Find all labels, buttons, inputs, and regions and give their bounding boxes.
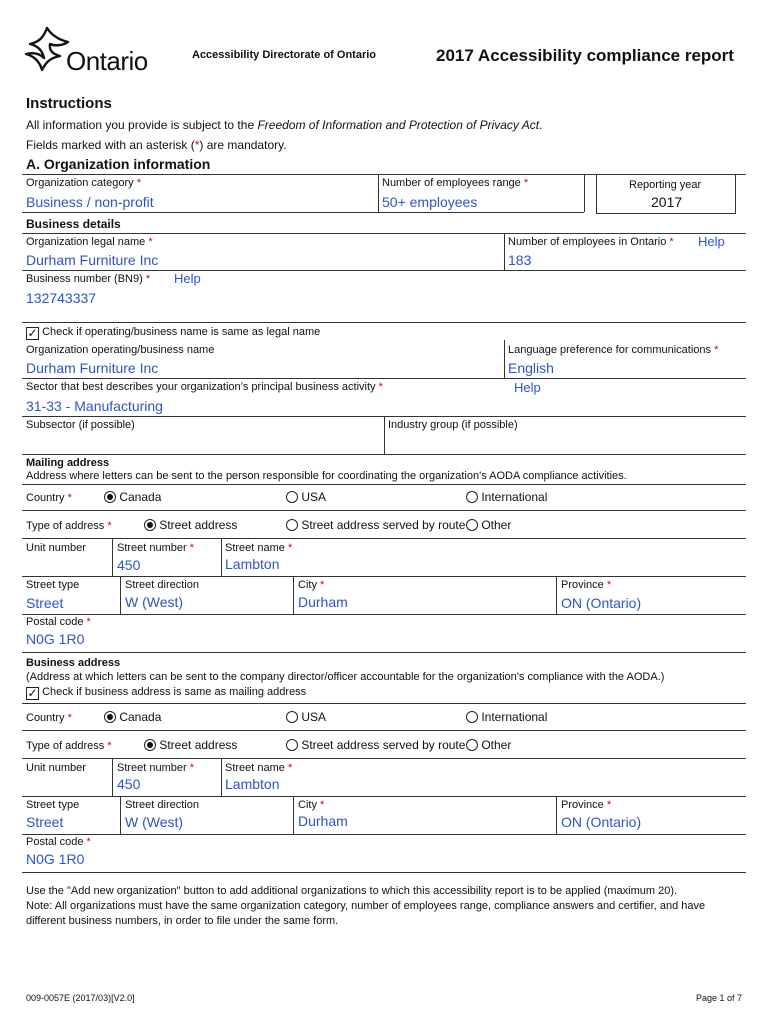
- mailing-desc: Address where letters can be sent to the person responsible for coordinating the organization's AODA compliance activities.: [26, 470, 627, 482]
- mailing-street-number-field[interactable]: 450: [117, 557, 141, 573]
- operating-name-field[interactable]: Durham Furniture Inc: [26, 360, 159, 376]
- biz-street-type-field[interactable]: Street: [26, 814, 64, 830]
- industry-label: Industry group (if possible): [388, 419, 518, 431]
- sector-label: Sector that best describes your organization’s principal business activity *: [26, 381, 383, 393]
- business-address-title: Business address: [26, 657, 121, 669]
- radio-other[interactable]: [466, 739, 478, 751]
- foi-act: Freedom of Information and Protection of Privacy Act: [257, 118, 540, 132]
- biz-street-number-field[interactable]: 450: [117, 776, 141, 792]
- mailing-postal-field[interactable]: N0G 1R0: [26, 631, 85, 647]
- mailing-country-label: Country *: [26, 492, 72, 504]
- radio-route[interactable]: [286, 739, 298, 751]
- biz-type-other[interactable]: Other: [466, 738, 511, 752]
- org-category-field[interactable]: Business / non-profit: [26, 194, 154, 210]
- help-language-link[interactable]: Help: [514, 380, 541, 395]
- radio-street-address[interactable]: [144, 739, 156, 751]
- employees-range-label: Number of employees range *: [382, 177, 529, 189]
- biz-country-usa[interactable]: USA: [286, 710, 326, 724]
- business-address-desc: (Address at which letters can be sent to the company director/officer accountable for the organization's compliance with the AODA.): [26, 671, 665, 683]
- mailing-type-street[interactable]: Street address: [144, 518, 237, 532]
- footer-note-line3: different business numbers, in order to file under the same form.: [26, 915, 339, 927]
- mailing-postal-label: Postal code *: [26, 616, 91, 628]
- legal-name-label: Organization legal name *: [26, 236, 153, 248]
- mailing-street-dir-field[interactable]: W (West): [125, 594, 184, 610]
- employees-range-field[interactable]: 50+ employees: [382, 194, 478, 210]
- footer-note-line2: Note: All organizations must have the same organization category, number of employees range, compliance answers and certifier, and have: [26, 900, 706, 912]
- reporting-year-value: 2017: [651, 194, 683, 210]
- mailing-type-label: Type of address *: [26, 520, 112, 532]
- section-a-title: A. Organization information: [26, 156, 211, 172]
- biz-type-route[interactable]: Street address served by route: [286, 738, 465, 752]
- mailing-title: Mailing address: [26, 457, 110, 469]
- mailing-street-dir-label: Street direction: [125, 579, 199, 591]
- logo-wordmark: Ontario: [66, 46, 148, 76]
- biz-street-number-label: Street number *: [117, 762, 195, 774]
- mailing-street-type-field[interactable]: Street: [26, 595, 64, 611]
- biz-street-type-label: Street type: [26, 799, 80, 811]
- report-title: 2017 Accessibility compliance report: [436, 46, 734, 65]
- reporting-year-label: Reporting year: [629, 179, 702, 191]
- mailing-street-number-label: Street number *: [117, 542, 195, 554]
- sector-field[interactable]: 31-33 - Manufacturing: [26, 398, 163, 414]
- mailing-city-field[interactable]: Durham: [298, 594, 348, 610]
- biz-country-intl[interactable]: International: [466, 710, 547, 724]
- org-category-label: Organization category *: [26, 177, 141, 189]
- biz-city-field[interactable]: Durham: [298, 813, 348, 829]
- same-name-checkbox-row[interactable]: ✓ Check if operating/business name is same as legal name: [27, 326, 321, 340]
- mailing-country-intl[interactable]: International: [466, 490, 547, 504]
- biz-postal-label: Postal code *: [26, 836, 91, 848]
- radio-route[interactable]: [286, 519, 298, 531]
- mailing-street-name-field[interactable]: Lambton: [225, 556, 280, 572]
- mailing-country-usa[interactable]: USA: [286, 490, 326, 504]
- radio-usa[interactable]: [286, 491, 298, 503]
- language-label: Language preference for communications *: [508, 344, 719, 356]
- operating-name-label: Organization operating/business name: [26, 344, 215, 356]
- biz-street-name-label: Street name *: [225, 762, 293, 774]
- instructions-heading: Instructions: [26, 95, 112, 112]
- radio-other[interactable]: [466, 519, 478, 531]
- radio-street-address[interactable]: [144, 519, 156, 531]
- bn-field[interactable]: 132743337: [26, 290, 97, 306]
- subsector-label: Subsector (if possible): [26, 419, 135, 431]
- mailing-province-label: Province *: [561, 579, 612, 591]
- radio-international[interactable]: [466, 491, 478, 503]
- legal-name-field[interactable]: Durham Furniture Inc: [26, 252, 159, 268]
- employees-ontario-field[interactable]: 183: [508, 252, 532, 268]
- same-address-checkbox-row[interactable]: ✓ Check if business address is same as mailing address: [27, 686, 307, 700]
- biz-type-street[interactable]: Street address: [144, 738, 237, 752]
- mailing-country-canada[interactable]: Canada: [104, 490, 161, 504]
- radio-canada[interactable]: [104, 711, 116, 723]
- help-employees-link[interactable]: Help: [698, 234, 725, 249]
- page-number: Page 1 of 7: [696, 993, 743, 1003]
- biz-province-label: Province *: [561, 799, 612, 811]
- biz-city-label: City *: [298, 799, 325, 811]
- employees-ontario-label: Number of employees in Ontario *: [508, 236, 674, 248]
- bn-label: Business number (BN9) *: [26, 273, 151, 285]
- biz-unit-label: Unit number: [26, 762, 86, 774]
- biz-province-field[interactable]: ON (Ontario): [561, 814, 642, 830]
- directorate-name: Accessibility Directorate of Ontario: [192, 49, 376, 61]
- reporting-year-box[interactable]: [596, 174, 736, 214]
- mailing-type-other[interactable]: Other: [466, 518, 511, 532]
- mailing-type-route[interactable]: Street address served by route: [286, 518, 465, 532]
- ontario-logo: [22, 24, 172, 76]
- help-bn-link[interactable]: Help: [174, 271, 201, 286]
- trillium-icon: [22, 24, 72, 72]
- biz-type-label: Type of address *: [26, 740, 112, 752]
- form-id: 009-0057E (2017/03)[V2.0]: [26, 993, 135, 1003]
- biz-country-label: Country *: [26, 712, 72, 724]
- radio-international[interactable]: [466, 711, 478, 723]
- same-address-checkbox[interactable]: ✓: [27, 686, 38, 700]
- language-field[interactable]: English: [508, 360, 554, 376]
- instructions-line1: All information you provide is subject to the Freedom of Information and Protection of Privacy Act.: [26, 118, 543, 132]
- biz-street-name-field[interactable]: Lambton: [225, 776, 280, 792]
- mailing-province-field[interactable]: ON (Ontario): [561, 595, 642, 611]
- mailing-unit-label: Unit number: [26, 542, 86, 554]
- biz-postal-field[interactable]: N0G 1R0: [26, 851, 85, 867]
- radio-canada[interactable]: [104, 491, 116, 503]
- instructions-line2: Fields marked with an asterisk (*) are mandatory.: [26, 138, 287, 152]
- biz-street-dir-field[interactable]: W (West): [125, 814, 184, 830]
- mailing-street-type-label: Street type: [26, 579, 80, 591]
- footer-note-line1: Use the "Add new organization" button to add additional organizations to which this accessibility report is to be applied (maximum 20).: [26, 885, 678, 897]
- mailing-city-label: City *: [298, 579, 325, 591]
- biz-street-dir-label: Street direction: [125, 799, 199, 811]
- same-name-checkbox[interactable]: ✓: [27, 326, 38, 340]
- radio-usa[interactable]: [286, 711, 298, 723]
- business-details-title: Business details: [26, 217, 121, 231]
- mailing-street-name-label: Street name *: [225, 542, 293, 554]
- biz-country-canada[interactable]: Canada: [104, 710, 161, 724]
